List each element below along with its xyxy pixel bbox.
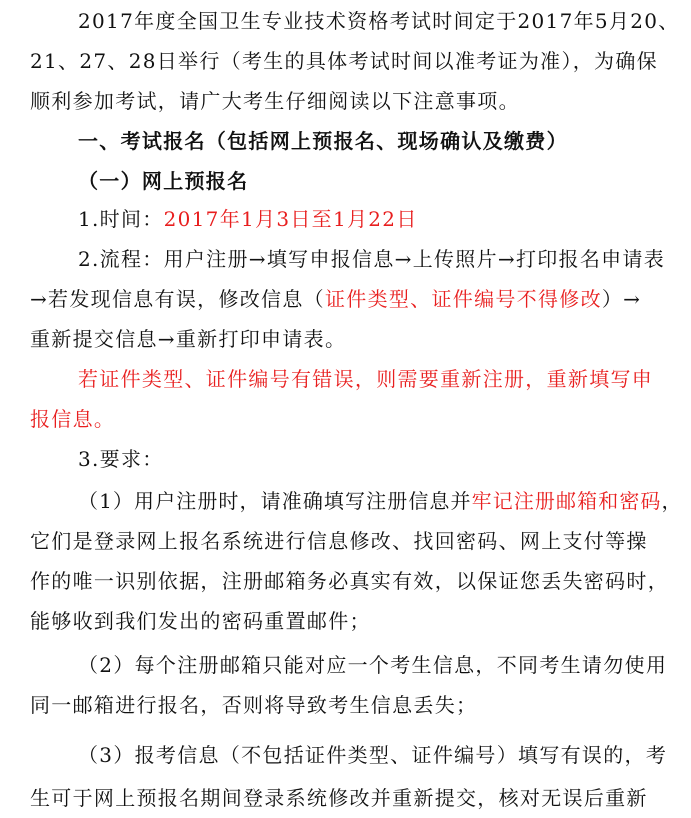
intro-line-1: 2017年度全国卫生专业技术资格考试时间定于2017年5月20、 [78, 9, 680, 33]
requirement-1-line-3: 作的唯一识别依据，注册邮箱务必真实有效，以保证您丢失密码时， [30, 569, 669, 593]
requirement-2-line-2: 同一邮箱进行报名，否则将导致考生信息丢失； [30, 693, 478, 717]
id-error-warning-line-1: 若证件类型、证件编号有错误，则需要重新注册，重新填写申 [78, 367, 654, 391]
id-error-warning-line-2: 报信息。 [30, 407, 116, 431]
requirement-1-line-2: 它们是登录网上报名系统进行信息修改、找回密码、网上支付等操 [30, 529, 648, 553]
process-line-3: 重新提交信息→重新打印申请表。 [30, 327, 347, 351]
id-not-editable-highlight: 证件类型、证件编号不得修改 [324, 287, 602, 311]
requirement-3-line-1: （3）报考信息（不包括证件类型、证件编号）填写有误的，考 [78, 743, 668, 767]
time-range-highlight: 2017年1月3日至1月22日 [163, 207, 418, 231]
requirement-3-line-2: 生可于网上预报名期间登录系统修改并重新提交，核对无误后重新 [30, 786, 648, 810]
subsection-heading-online-preregistration: （一）网上预报名 [78, 169, 249, 193]
process-line-2 [30, 279, 641, 319]
requirement-1-start: （1）用户注册时，请准确填写注册信息并 [78, 489, 472, 513]
requirement-2-line-1: （2）每个注册邮箱只能对应一个考生信息，不同考生请勿使用 [78, 653, 668, 677]
time-label: 1.时间： [78, 207, 164, 231]
intro-line-3: 顺利参加考试，请广大考生仔细阅读以下注意事项。 [30, 89, 520, 113]
requirements-heading: 3.要求： [78, 447, 164, 471]
time-paragraph [78, 199, 418, 239]
intro-line-2: 21、27、28日举行（考生的具体考试时间以准考证为准），为确保 [30, 49, 658, 73]
requirement-1-line-1 [78, 481, 683, 521]
requirement-1-comma: ， [661, 489, 683, 513]
section-heading-registration: 一、考试报名（包括网上预报名、现场确认及缴费） [78, 129, 568, 153]
process-line-1: 2.流程：用户注册→填写申报信息→上传照片→打印报名申请表 [78, 247, 666, 271]
requirement-1-line-4: 能够收到我们发出的密码重置邮件； [30, 609, 371, 633]
process-line-2-start: →若发现信息有误，修改信息（ [30, 287, 325, 311]
process-line-2-end: ）→ [601, 287, 642, 311]
remember-email-password-highlight: 牢记注册邮箱和密码 [471, 489, 662, 513]
